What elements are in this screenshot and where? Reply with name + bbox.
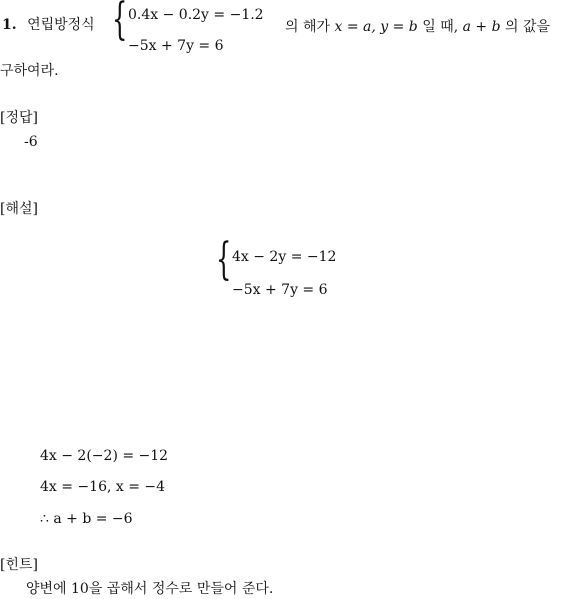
answer-heading: [정답]	[0, 110, 38, 126]
question-stem-prefix: 연립방정식	[27, 17, 95, 33]
question-suffix-3: 의 값을	[505, 19, 551, 35]
question-suffix-2: 일 때,	[422, 19, 459, 35]
question-suffix-1: 의 해가	[285, 19, 331, 35]
question-system-eq2: −5x + 7y = 6	[128, 38, 224, 54]
question-system-brace: {	[112, 0, 128, 45]
question-suffix	[285, 18, 550, 36]
solution-step-1: 4x − 2(−2) = −12	[40, 448, 169, 464]
question-system-eq1: 0.4x − 0.2y = −1.2	[128, 7, 264, 23]
hint-heading: [힌트]	[0, 557, 38, 573]
question-number: 1.	[2, 17, 17, 33]
answer-value: -6	[24, 134, 38, 150]
solution-step-2: 4x = −16, x = −4	[40, 479, 166, 495]
solution-heading: [해설]	[0, 201, 38, 217]
hint-text: 양변에 10을 곱해서 정수로 만들어 준다.	[26, 581, 274, 597]
solution-step-3: ∴ a + b = −6	[40, 511, 133, 527]
question-target: a + b	[462, 19, 501, 35]
solution-system-eq1: 4x − 2y = −12	[232, 249, 337, 265]
question-condition: x = a, y = b	[334, 19, 418, 35]
question-line-2: 구하여라.	[0, 63, 59, 79]
solution-system-eq2: −5x + 7y = 6	[232, 282, 328, 298]
solution-system-brace: {	[216, 234, 232, 285]
question-line-1	[2, 16, 95, 34]
